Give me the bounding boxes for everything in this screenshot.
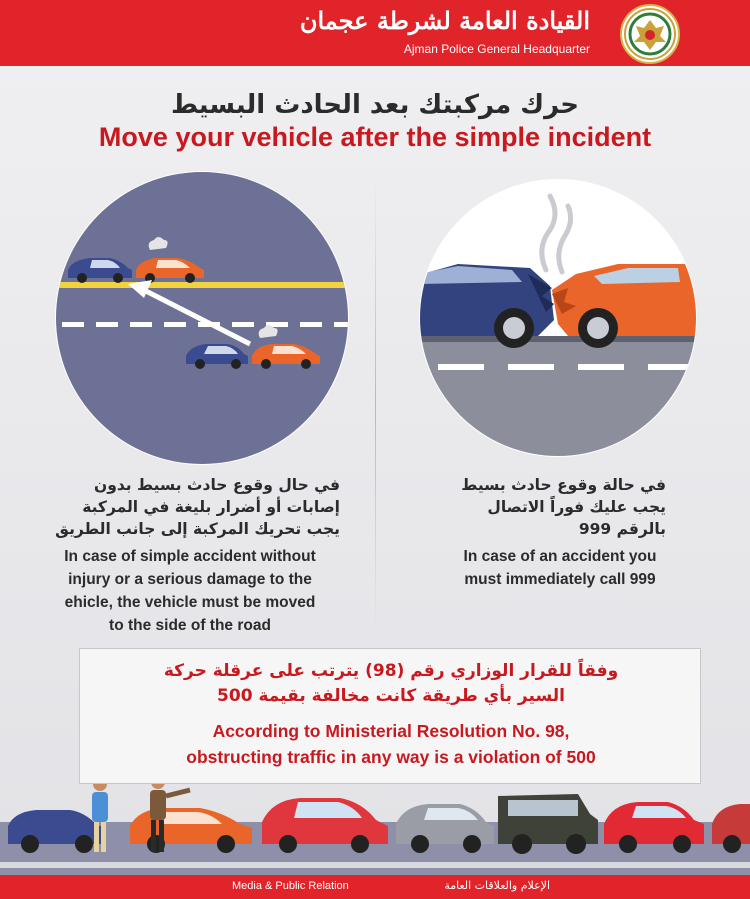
- move-vehicle-illustration: [54, 170, 350, 466]
- left-ar-line-2: إصابات أو أضرار بليغة في المركبة: [82, 498, 340, 516]
- right-instruction-arabic: [461, 474, 666, 540]
- right-instruction-english: [420, 545, 700, 591]
- header-bar: [0, 0, 750, 66]
- footer-bar: [0, 875, 750, 899]
- footer-english: Media & Public Relation: [232, 880, 349, 892]
- left-instruction-arabic: [55, 474, 340, 540]
- notice-arabic: [80, 659, 702, 709]
- footer-arabic: الإعلام والعلاقات العامة: [444, 879, 550, 892]
- right-en-line-2: must immediately call 999: [464, 571, 656, 588]
- left-en-line-3: ehicle, the vehicle must be moved: [64, 594, 316, 611]
- left-ar-line-1: في حال وقوع حادث بسيط بدون: [93, 476, 340, 494]
- resolution-notice-box: [79, 648, 701, 784]
- org-name-arabic: القيادة العامة لشرطة عجمان: [299, 6, 590, 35]
- left-en-line-4: to the side of the road: [109, 617, 271, 634]
- notice-ar-line-1: وفقاً للقرار الوزاري رقم (98) يترتب على عرقلة حركة: [163, 661, 619, 681]
- title-english: Move your vehicle after the simple incident: [98, 122, 652, 152]
- left-instruction-english: [40, 545, 340, 637]
- right-ar-line-3: بالرقم 999: [578, 520, 666, 538]
- title-arabic: حرك مركبتك بعد الحادث البسيط: [170, 90, 580, 120]
- notice-en-line-2: obstructing traffic in any way is a violation of 500: [186, 747, 596, 767]
- crashed-blue-car-icon: [418, 264, 554, 348]
- left-en-line-2: injury or a serious damage to the: [68, 571, 312, 588]
- left-ar-line-3: يجب تحريك المركبة إلى جانب الطريق: [55, 520, 340, 538]
- ajman-police-emblem-icon: [620, 4, 680, 64]
- left-en-line-1: In case of simple accident without: [64, 548, 316, 565]
- collision-illustration: [418, 178, 698, 458]
- notice-ar-line-2: السير بأي طريقة كانت مخالفة بقيمة 500: [217, 686, 565, 706]
- center-divider: [375, 176, 376, 636]
- traffic-jam-illustration: [0, 770, 750, 882]
- notice-en-line-1: According to Ministerial Resolution No. 98,: [212, 721, 570, 741]
- org-name-english: Ajman Police General Headquarter: [403, 42, 590, 56]
- notice-english: [80, 718, 702, 770]
- crashed-orange-car-icon: [552, 264, 698, 348]
- right-ar-line-2: يجب عليك فوراً الاتصال: [487, 498, 666, 516]
- right-ar-line-1: في حالة وقوع حادث بسيط: [461, 476, 666, 494]
- right-en-line-1: In case of an accident you: [463, 548, 657, 565]
